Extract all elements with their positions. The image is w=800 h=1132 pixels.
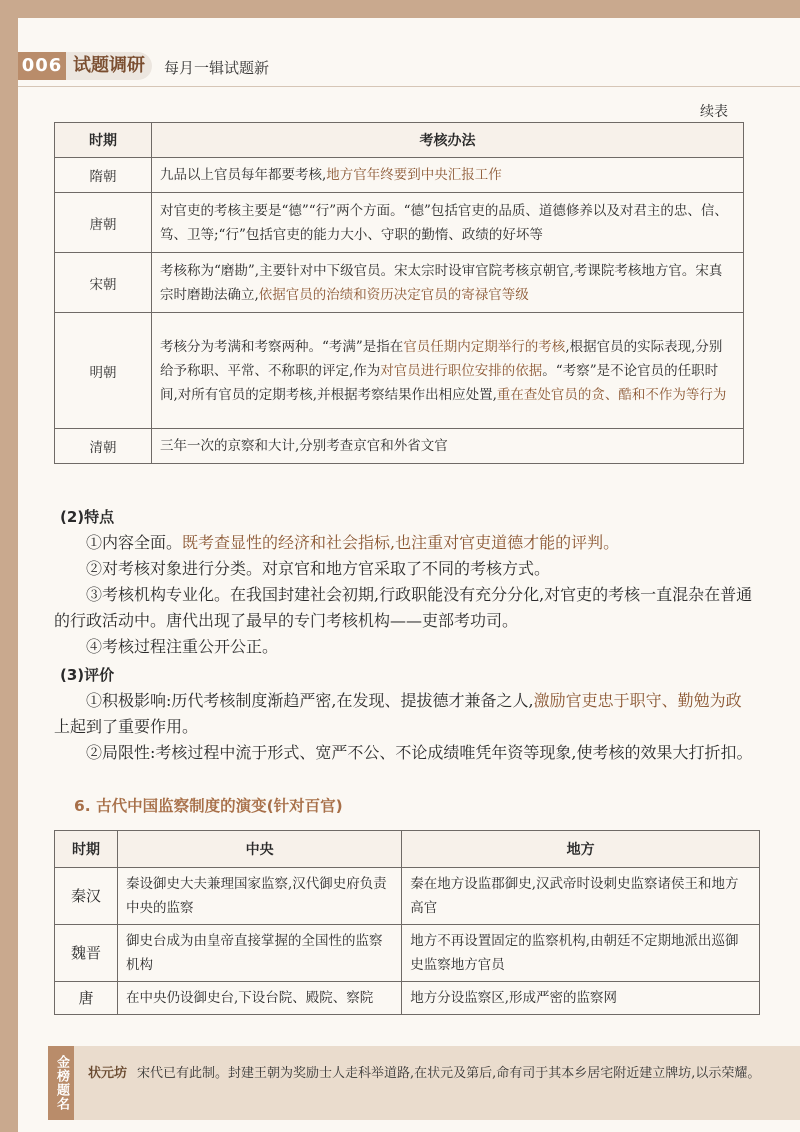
text-segment: ①积极影响:历代考核制度渐趋严密,在发现、提拔德才兼备之人, xyxy=(86,691,534,710)
paragraph xyxy=(54,740,756,766)
col-header-local: 地方 xyxy=(402,831,760,868)
text-segment: ④考核过程注重公开公正。 xyxy=(86,637,279,656)
footer-body: 宋代已有此制。封建王朝为奖励士人走科举道路,在状元及第后,命有司于其本乡居宅附近建立牌坊,以示荣耀。 xyxy=(137,1066,761,1081)
method-cell xyxy=(152,193,744,253)
section-label: 试题调研 xyxy=(66,52,152,80)
method-cell xyxy=(152,158,744,193)
period-cell: 唐 xyxy=(55,982,118,1015)
text-segment: ③考核机构专业化。在我国封建社会初期,行政职能没有充分分化,对官吏的考核一直混杂在普通的行政活动中。唐代出现了最早的专门考核机构——吏部考功司。 xyxy=(54,585,753,630)
method-cell xyxy=(152,253,744,313)
features-section xyxy=(54,504,756,766)
highlighted-text: 既考查显性的经济和社会指标,也注重对官吏道德才能的评判。 xyxy=(182,533,620,552)
footer-box xyxy=(48,1046,800,1120)
text-segment: 考核称为“磨勘”,主要针对中下级官员。宋太宗时设审官院考核京朝官,考课院考核地方官。宋真宗时磨勘法确立, xyxy=(160,262,723,303)
page xyxy=(18,18,800,1132)
method-cell xyxy=(152,313,744,429)
col-header-central: 中央 xyxy=(118,831,402,868)
period-cell: 魏晋 xyxy=(55,925,118,982)
header-slogan: 每月一辑试题新 xyxy=(164,59,270,77)
text-segment: ②局限性:考核过程中流于形式、宽严不公、不论成绩唯凭年资等现象,使考核的效果大打折扣。 xyxy=(86,743,753,762)
text-segment: 对官吏的考核主要是“德”“行”两个方面。“德”包括官吏的品质、道德修养以及对君主的忠、信、笃、卫等;“行”包括官吏的能力大小、守职的勤惰、政绩的好坏等 xyxy=(160,202,728,243)
section-6-title: 6. 古代中国监察制度的演变(针对百官) xyxy=(74,797,343,815)
table-header-row xyxy=(55,123,744,158)
text-segment: 考核分为考满和考察两种。“考满”是指在 xyxy=(160,338,404,355)
central-cell: 在中央仍设御史台,下设台院、殿院、察院 xyxy=(118,982,402,1015)
paragraph xyxy=(54,582,756,634)
paragraph xyxy=(54,634,756,660)
footer-text xyxy=(88,1064,768,1084)
text-segment: 九品以上官员每年都要考核, xyxy=(160,167,327,183)
local-cell: 地方不再设置固定的监察机构,由朝廷不定期地派出巡御史监察地方官员 xyxy=(402,925,760,982)
highlighted-text: 地方官年终要到中央汇报工作 xyxy=(326,167,502,183)
period-cell: 秦汉 xyxy=(55,868,118,925)
paragraph xyxy=(54,530,756,556)
paragraph xyxy=(54,556,756,582)
table-row xyxy=(55,253,744,313)
local-cell: 秦在地方设监郡御史,汉武帝时设刺史监察诸侯王和地方高官 xyxy=(402,868,760,925)
period-cell: 唐朝 xyxy=(55,193,152,253)
highlighted-text: 依据官员的治绩和资历决定官员的寄禄官等级 xyxy=(258,286,529,303)
table-row xyxy=(55,429,744,464)
footer-title: 状元坊 xyxy=(88,1066,128,1081)
local-cell: 地方分设监察区,形成严密的监察网 xyxy=(402,982,760,1015)
table-row xyxy=(55,313,744,429)
table-row xyxy=(55,982,760,1015)
footer-tag: 金榜题名 xyxy=(48,1046,74,1120)
page-number: 006 xyxy=(18,52,66,80)
text-segment: ,根据官员的实际表现,分别给予称职、平常、不称职的评定,作为 xyxy=(160,338,723,379)
period-cell: 隋朝 xyxy=(55,158,152,193)
central-cell: 御史台成为由皇帝直接掌握的全国性的监察机构 xyxy=(118,925,402,982)
highlighted-text: 重在查处官员的贪、酷和不作为等行为 xyxy=(496,386,727,403)
text-segment: 三年一次的京察和大计,分别考查京官和外省文官 xyxy=(160,438,448,454)
table-row xyxy=(55,868,760,925)
table-row xyxy=(55,925,760,982)
col-header-period: 时期 xyxy=(55,123,152,158)
supervision-table xyxy=(54,830,760,1015)
highlighted-text: 官员任期内定期举行的考核 xyxy=(403,338,566,355)
period-cell: 明朝 xyxy=(55,313,152,429)
method-cell xyxy=(152,429,744,464)
page-header xyxy=(18,48,800,84)
text-segment: 。“考察”是不论官员的任职时间,对所有官员的定期考核,并根据考察结果作出相应处置, xyxy=(160,362,719,403)
text-segment: ①内容全面。 xyxy=(86,533,183,552)
paragraph xyxy=(54,688,756,740)
continued-label: 续表 xyxy=(700,104,728,120)
evaluation-heading: (3)评价 xyxy=(60,666,115,684)
highlighted-text: 对官员进行职位安排的依据 xyxy=(380,362,543,379)
table-header-row xyxy=(55,831,760,868)
text-segment: ②对考核对象进行分类。对京官和地方官采取了不同的考核方式。 xyxy=(86,559,551,578)
central-cell: 秦设御史大夫兼理国家监察,汉代御史府负责中央的监察 xyxy=(118,868,402,925)
assessment-table xyxy=(54,122,744,464)
period-cell: 宋朝 xyxy=(55,253,152,313)
period-cell: 清朝 xyxy=(55,429,152,464)
table-row xyxy=(55,158,744,193)
header-divider xyxy=(18,86,800,87)
highlighted-text: 激励官吏忠于职守、勤勉为政 xyxy=(533,691,742,710)
table-row xyxy=(55,193,744,253)
col-header-method: 考核办法 xyxy=(152,123,744,158)
col-header-period: 时期 xyxy=(55,831,118,868)
features-heading: (2)特点 xyxy=(60,508,115,526)
text-segment: 上起到了重要作用。 xyxy=(54,717,199,736)
